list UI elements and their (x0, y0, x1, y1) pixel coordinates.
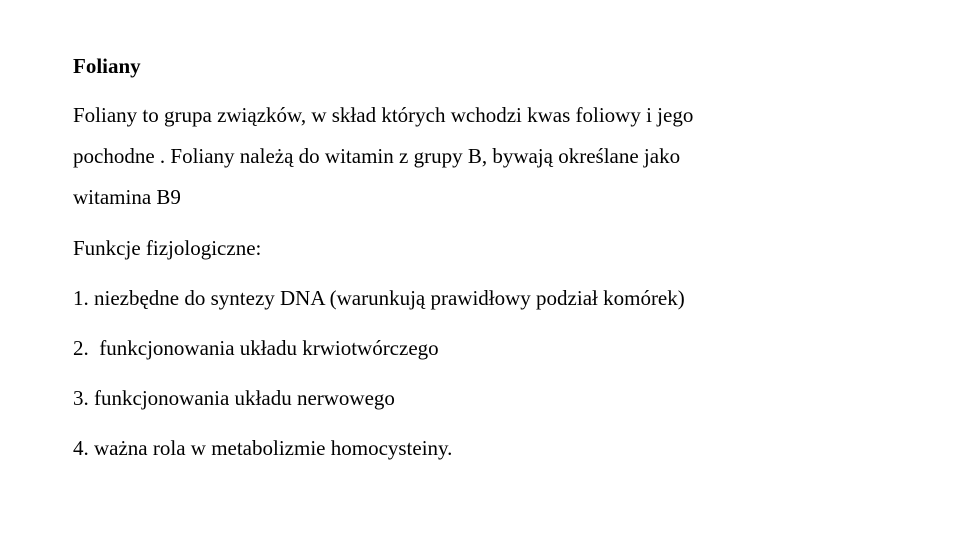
functions-heading: Funkcje fizjologiczne: (73, 236, 262, 260)
function-item: 2. funkcjonowania układu krwiotwórczego (73, 336, 439, 360)
function-item: 3. funkcjonowania układu nerwowego (73, 386, 395, 410)
intro-line: witamina B9 (73, 185, 181, 209)
intro-line: pochodne . Foliany należą do witamin z grupy B, bywają określane jako (73, 144, 681, 168)
function-item: 1. niezbędne do syntezy DNA (warunkują prawidłowy podział komórek) (73, 286, 685, 310)
slide-title: Foliany (73, 54, 141, 78)
intro-line: Foliany to grupa związków, w skład których wchodzi kwas foliowy i jego (73, 103, 694, 127)
function-item: 4. ważna rola w metabolizmie homocysteiny. (73, 436, 453, 460)
functions-list (73, 284, 893, 462)
intro-paragraph (73, 95, 893, 218)
slide-content (73, 52, 893, 462)
